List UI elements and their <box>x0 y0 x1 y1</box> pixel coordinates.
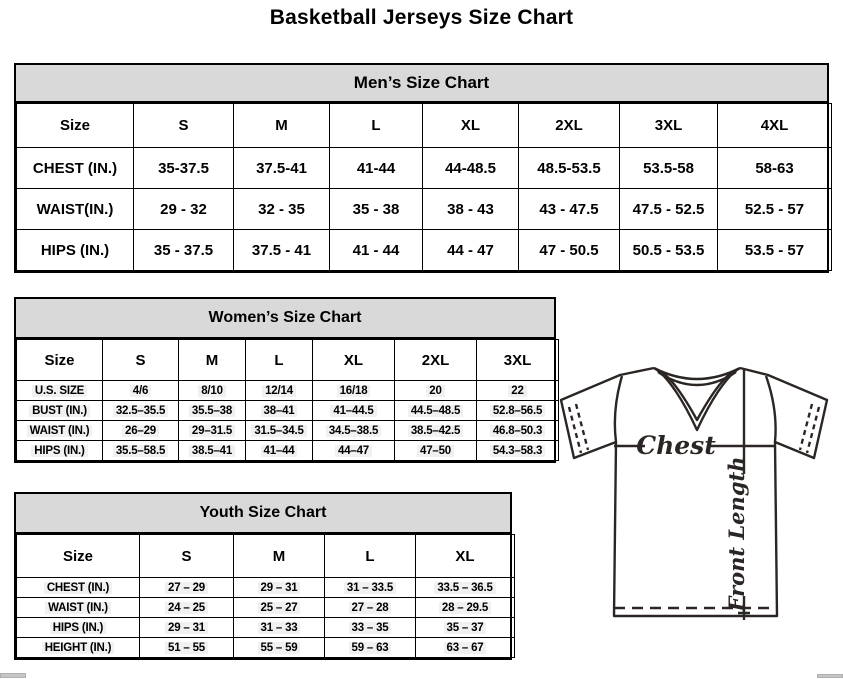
horizontal-scrollbar-right-fragment[interactable] <box>817 674 843 678</box>
column-header-label: L <box>365 547 375 565</box>
row-label <box>17 189 134 230</box>
size-value-text: 44–47 <box>335 445 372 457</box>
size-value <box>140 618 234 638</box>
size-value <box>179 401 246 421</box>
horizontal-scrollbar-left-fragment[interactable] <box>0 673 26 678</box>
column-header-label: L <box>371 117 381 134</box>
size-value <box>395 441 477 461</box>
size-value <box>325 598 416 618</box>
sleeve-seam-right <box>766 376 776 442</box>
column-header-label: Size <box>62 547 93 565</box>
size-value <box>134 230 234 271</box>
column-header-xl <box>423 104 519 148</box>
column-header-label: M <box>275 117 288 134</box>
size-value-text: 50.5 - 53.5 <box>632 241 705 259</box>
size-value-text: 24 – 25 <box>165 602 208 614</box>
youth-height-row <box>17 638 515 658</box>
row-label <box>17 381 103 401</box>
size-value <box>313 401 395 421</box>
size-value-text: 31.5–34.5 <box>251 425 306 437</box>
size-value-text: 29 - 32 <box>160 200 207 218</box>
size-value <box>519 189 620 230</box>
size-value-text: 41–44 <box>261 445 298 457</box>
column-header-label: L <box>274 351 284 369</box>
womens-chart-title: Women’s Size Chart <box>16 299 554 339</box>
mens-waist-row <box>17 189 832 230</box>
size-value <box>246 401 313 421</box>
size-value-text: 27 – 28 <box>349 602 392 614</box>
column-header-label: S <box>135 351 146 369</box>
size-value <box>234 638 325 658</box>
column-header-label: Size <box>59 117 90 134</box>
row-label <box>17 401 103 421</box>
row-label <box>17 441 103 461</box>
size-value-text: 12/14 <box>262 385 296 397</box>
row-label <box>17 230 134 271</box>
chest-measure-label: Chest <box>636 431 716 460</box>
mens-chest-row <box>17 148 832 189</box>
size-value-text: 8/10 <box>198 385 226 397</box>
size-value <box>234 618 325 638</box>
front-length-measure-label: Front Length <box>724 456 749 612</box>
row-label-text: BUST (IN.) <box>29 405 90 417</box>
size-value-text: 44.5–48.5 <box>408 405 463 417</box>
size-value <box>423 189 519 230</box>
column-header-label: M <box>205 351 219 369</box>
size-column-header <box>17 535 140 578</box>
size-value <box>140 578 234 598</box>
page-title: Basketball Jerseys Size Chart <box>269 6 574 29</box>
size-value-text: 47 - 50.5 <box>539 241 599 259</box>
row-label-text: HEIGHT (IN.) <box>42 642 115 654</box>
column-header-2xl <box>395 340 477 381</box>
jersey-measurement-diagram <box>556 362 832 626</box>
size-value-text: 63 – 67 <box>444 642 487 654</box>
column-header-2xl <box>519 104 620 148</box>
row-label-text: CHEST (IN.) <box>44 582 112 594</box>
size-value-text: 29–31.5 <box>189 425 235 437</box>
size-value-text: 37.5-41 <box>256 159 307 177</box>
column-header-l <box>325 535 416 578</box>
youth-hips-row <box>17 618 515 638</box>
size-column-header <box>17 104 134 148</box>
size-value-text: 32 - 35 <box>258 200 305 218</box>
womens-us-size-row <box>17 381 559 401</box>
size-value-text: 52.5 - 57 <box>744 200 805 218</box>
size-value <box>179 421 246 441</box>
size-value-text: 34.5–38.5 <box>326 425 381 437</box>
size-value <box>416 578 515 598</box>
size-value-text: 38.5–41 <box>189 445 235 457</box>
size-value-text: 44-48.5 <box>445 159 496 177</box>
column-header-3xl <box>477 340 559 381</box>
column-header-label: 3XL <box>654 117 683 134</box>
size-value <box>234 578 325 598</box>
size-value-text: 47.5 - 52.5 <box>632 200 705 218</box>
size-value <box>234 230 330 271</box>
size-value <box>423 148 519 189</box>
row-label-text: WAIST (IN.) <box>45 602 111 614</box>
row-label-text: CHEST (IN.) <box>32 159 118 177</box>
jersey-outline <box>561 368 827 616</box>
youth-chest-row <box>17 578 515 598</box>
size-value-text: 54.3–58.3 <box>490 445 545 457</box>
size-value-text: 31 – 33 <box>258 622 301 634</box>
size-value-text: 38 - 43 <box>447 200 494 218</box>
size-value <box>103 381 179 401</box>
size-value <box>423 230 519 271</box>
size-value-text: 53.5-58 <box>643 159 694 177</box>
womens-bust-row <box>17 401 559 421</box>
size-value-text: 59 – 63 <box>349 642 392 654</box>
size-value <box>330 148 423 189</box>
size-value-text: 26–29 <box>122 425 159 437</box>
size-value-text: 53.5 - 57 <box>744 241 805 259</box>
column-header-label: 2XL <box>555 117 583 134</box>
size-value <box>134 189 234 230</box>
column-header-label: XL <box>455 547 475 565</box>
size-value <box>395 401 477 421</box>
column-header-3xl <box>620 104 718 148</box>
row-label-text: WAIST (IN.) <box>27 425 93 437</box>
size-value <box>234 598 325 618</box>
size-value-text: 38–41 <box>261 405 298 417</box>
size-value <box>313 421 395 441</box>
size-value-text: 25 – 27 <box>258 602 301 614</box>
size-value-text: 48.5-53.5 <box>537 159 601 177</box>
mens-size-table <box>16 103 832 271</box>
size-value <box>313 441 395 461</box>
column-header-label: Size <box>44 351 75 369</box>
size-value <box>140 638 234 658</box>
size-value <box>246 441 313 461</box>
mens-size-chart <box>14 63 829 273</box>
mens-chart-title: Men’s Size Chart <box>16 65 827 103</box>
size-value-text: 44 - 47 <box>447 241 494 259</box>
column-header-label: XL <box>343 351 364 369</box>
size-value-text: 33 – 35 <box>349 622 392 634</box>
size-value <box>477 421 559 441</box>
size-value <box>718 230 832 271</box>
youth-waist-row <box>17 598 515 618</box>
size-value-text: 35 - 38 <box>352 200 400 218</box>
size-value <box>246 381 313 401</box>
column-header-label: 3XL <box>503 351 532 369</box>
size-value <box>234 189 330 230</box>
size-value <box>416 638 515 658</box>
size-value <box>620 148 718 189</box>
column-header-label: M <box>272 547 286 565</box>
size-value <box>620 230 718 271</box>
mens-hips-row <box>17 230 832 271</box>
column-header-xl <box>416 535 515 578</box>
row-label <box>17 598 140 618</box>
column-header-s <box>140 535 234 578</box>
size-value <box>234 148 330 189</box>
size-value <box>416 598 515 618</box>
womens-waist-row <box>17 421 559 441</box>
row-label <box>17 421 103 441</box>
column-header-xl <box>313 340 395 381</box>
column-header-label: 4XL <box>760 117 789 134</box>
size-value <box>519 230 620 271</box>
column-header-l <box>330 104 423 148</box>
row-label-text: HIPS (IN.) <box>50 622 106 634</box>
size-value-text: 29 – 31 <box>258 582 301 594</box>
row-label-text: WAIST(IN.) <box>36 200 114 218</box>
size-value <box>395 421 477 441</box>
size-value <box>325 578 416 598</box>
size-value-text: 20 <box>426 385 444 397</box>
size-value <box>325 638 416 658</box>
size-value <box>477 441 559 461</box>
size-value-text: 33.5 – 36.5 <box>434 582 495 594</box>
size-value <box>519 148 620 189</box>
sleeve-seam-left <box>615 376 622 442</box>
size-value-text: 29 – 31 <box>165 622 208 634</box>
size-value <box>718 148 832 189</box>
size-value <box>140 598 234 618</box>
womens-hips-row <box>17 441 559 461</box>
size-value-text: 55 – 59 <box>258 642 301 654</box>
size-value <box>330 189 423 230</box>
size-value <box>477 401 559 421</box>
womens-size-chart <box>14 297 556 463</box>
row-label-text: HIPS (IN.) <box>31 445 87 457</box>
size-value <box>416 618 515 638</box>
size-value-text: 41 - 44 <box>352 241 400 259</box>
column-header-m <box>179 340 246 381</box>
column-header-l <box>246 340 313 381</box>
row-label-text: HIPS (IN.) <box>40 241 110 259</box>
size-value-text: 35.5–58.5 <box>113 445 168 457</box>
size-value <box>620 189 718 230</box>
size-value <box>179 381 246 401</box>
youth-size-table <box>16 534 515 658</box>
youth-chart-title: Youth Size Chart <box>16 494 510 534</box>
size-value-text: 16/18 <box>337 385 371 397</box>
size-value <box>313 381 395 401</box>
size-value <box>179 441 246 461</box>
size-value <box>395 381 477 401</box>
size-value-text: 51 – 55 <box>165 642 208 654</box>
size-value <box>246 421 313 441</box>
size-value-text: 41–44.5 <box>330 405 376 417</box>
row-label <box>17 618 140 638</box>
column-header-label: S <box>181 547 192 565</box>
column-header-m <box>234 104 330 148</box>
size-value-text: 28 – 29.5 <box>439 602 491 614</box>
column-header-label: XL <box>460 117 481 134</box>
row-label <box>17 148 134 189</box>
row-label <box>17 638 140 658</box>
size-value-text: 35.5–38 <box>189 405 235 417</box>
size-value <box>718 189 832 230</box>
mens-header-row <box>17 104 832 148</box>
column-header-4xl <box>718 104 832 148</box>
size-value-text: 27 – 29 <box>165 582 208 594</box>
youth-size-chart <box>14 492 512 660</box>
column-header-s <box>134 104 234 148</box>
size-value-text: 52.8–56.5 <box>490 405 545 417</box>
size-value <box>325 618 416 638</box>
womens-size-table <box>16 339 559 461</box>
size-value-text: 35 - 37.5 <box>153 241 214 259</box>
size-value-text: 32.5–35.5 <box>113 405 168 417</box>
size-value <box>330 230 423 271</box>
column-header-s <box>103 340 179 381</box>
column-header-m <box>234 535 325 578</box>
size-value-text: 35-37.5 <box>158 159 209 177</box>
size-value-text: 4/6 <box>130 385 151 397</box>
womens-header-row <box>17 340 559 381</box>
size-value-text: 46.8–50.3 <box>490 425 545 437</box>
row-label-text: U.S. SIZE <box>32 385 87 397</box>
size-value-text: 35 – 37 <box>444 622 487 634</box>
size-value <box>103 401 179 421</box>
size-value <box>477 381 559 401</box>
size-column-header <box>17 340 103 381</box>
size-value-text: 37.5 - 41 <box>251 241 312 259</box>
size-value-text: 47–50 <box>417 445 454 457</box>
youth-header-row <box>17 535 515 578</box>
size-value <box>103 421 179 441</box>
size-value-text: 22 <box>508 385 526 397</box>
column-header-label: S <box>178 117 189 134</box>
size-value-text: 31 – 33.5 <box>344 582 396 594</box>
size-value-text: 38.5–42.5 <box>408 425 463 437</box>
size-value-text: 58-63 <box>755 159 794 177</box>
column-header-label: 2XL <box>421 351 450 369</box>
size-value <box>103 441 179 461</box>
size-value-text: 43 - 47.5 <box>539 200 599 218</box>
size-value <box>134 148 234 189</box>
size-value-text: 41-44 <box>356 159 396 177</box>
row-label <box>17 578 140 598</box>
